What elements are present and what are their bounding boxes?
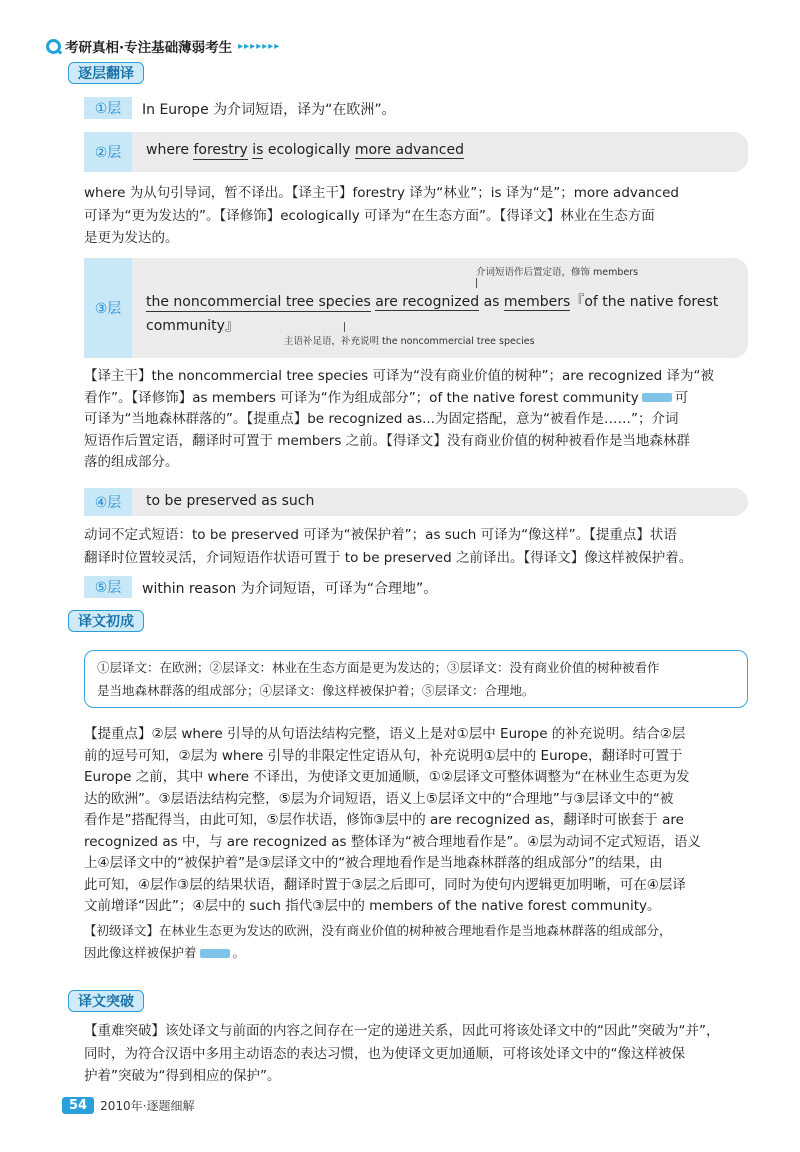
layer-2-where: where	[146, 142, 194, 158]
layer-3-sentence	[146, 290, 734, 338]
text-line: 动词不定式短语：to be preserved 可译为“被保护着”；as such 可译为“像这样”。【提重点】状语	[84, 527, 677, 543]
header-title: 考研真相·专注基础薄弱考生	[65, 40, 233, 56]
text-line: 【译主干】the noncommercial tree species 可译为“没有商业价值的树种”；are recognized 译为“被	[84, 368, 714, 384]
text-line: 短语作后置定语，翻译时可置于 members 之前。【得译文】没有商业价值的树种被看作是当地森林群	[84, 432, 690, 449]
layer-3-verb: are recognized	[375, 294, 480, 310]
layer-2-verb: is	[252, 142, 264, 158]
text-line: 前的逗号可知，②层为 where 引导的非限定性定语从句，补充说明①层中的 Europe，翻译时可置于	[84, 747, 683, 764]
magnifier-logo-icon	[46, 39, 61, 54]
layer-2-tag: ②层	[84, 132, 132, 172]
text-line: 翻译时位置较灵活，介词短语作状语可置于 to be preserved 之前译出。【得译文】像这样被保护着。	[84, 549, 693, 566]
summary-line: 是当地森林群落的组成部分；④层译文：像这样被保护着；⑤层译文：合理地。	[97, 683, 535, 698]
page-header	[46, 35, 280, 57]
layer-2-sentence	[146, 142, 734, 158]
text-segment: 因此像这样被保护着	[84, 945, 197, 960]
text-line: 可译为“当地森林群落的”。【提重点】be recognized as...为固定搭配，意为“被看作是……”；介词	[84, 411, 679, 427]
layer-3-subject: the noncommercial tree species	[146, 294, 371, 310]
text-line: 达的欧洲”。③层语法结构完整，⑤层为介词短语，语义上⑤层译文中的“合理地”与③层译文中的“被	[84, 790, 674, 807]
text-line: 【重难突破】该处译文与前面的内容之间存在一定的递进关系，因此可将该处译文中的“因此”突破为“并”，	[84, 1023, 720, 1039]
section-tab-layer-translation: 逐层翻译	[68, 62, 144, 84]
layer-5-text: within reason 为介词短语，可译为“合理地”。	[142, 581, 438, 597]
layer-3-as: as	[479, 294, 504, 310]
layer-2-complement: more advanced	[354, 142, 464, 158]
layer-3-prep-phrase: 『of the native forest	[570, 294, 719, 310]
text-line: 上④层译文中的“被保护着”是③层译文中的“被合理地看作是当地森林群落的组成部分”的结果，由	[84, 855, 663, 871]
page-number: 54	[62, 1097, 94, 1114]
layer-3-members: members	[503, 294, 571, 310]
layer-4-text: to be preserved as such	[146, 493, 315, 509]
footer-title: 2010年·逐题细解	[100, 1099, 195, 1113]
text-segment: 看作”。【译修饰】as members 可译为“作为组成部分”；of the native forest community	[84, 389, 639, 406]
text-segment: 可	[674, 389, 689, 406]
page-footer	[62, 1097, 194, 1114]
layer-2-modifier: ecologically	[263, 142, 355, 158]
section-tab-initial-translation: 译文初成	[68, 610, 144, 632]
annotation-top-connector	[476, 278, 478, 288]
text-line: 看作是”搭配得当，由此可知，⑤层作状语，修饰③层中的 are recognized as，翻译时可嵌套于 are	[84, 812, 684, 828]
text-line: 是更为发达的。	[84, 230, 179, 246]
layer-3-explanation	[84, 366, 748, 474]
section-tab-breakthrough: 译文突破	[68, 990, 144, 1012]
primary-translation	[84, 920, 748, 964]
header-arrows-icon: ▸▸▸▸▸▸▸	[238, 40, 281, 52]
text-line: where 为从句引导词，暂不译出。【译主干】forestry 译为“林业”；is 译为“是”；more advanced	[84, 185, 680, 201]
layer-2-explanation	[84, 182, 748, 250]
text-line: 【初级译文】在林业生态更为发达的欧洲，没有商业价值的树种被合理地看作是当地森林群落的组成部分，	[84, 923, 672, 938]
text-segment: 。	[232, 945, 246, 960]
layer-4-explanation	[84, 524, 748, 569]
summary-line: ①层译文：在欧洲；②层译文：林业在生态方面是更为发达的；③层译文：没有商业价值的树种被看作	[97, 660, 660, 675]
tag-badge-icon	[200, 949, 230, 958]
analysis-paragraph	[84, 724, 748, 918]
breakthrough-paragraph	[84, 1020, 748, 1088]
annotation-bottom-connector	[344, 322, 346, 332]
text-line: Europe 之前，其中 where 不译出，为使译文更加通顺，①②层译文可整体调整为“在林业生态更为发	[84, 769, 690, 785]
layer-3-line-2: community』	[146, 318, 239, 334]
text-line: 同时，为符合汉语中多用主动语态的表达习惯，也为使译文更加通顺，可将该处译文中的“像这样被保	[84, 1045, 685, 1062]
layer-1-tag: ①层	[84, 97, 132, 119]
text-line: 护着”突破为“得到相应的保护”。	[84, 1068, 281, 1084]
layer-2-subject: forestry	[193, 142, 248, 158]
annotation-top: 介词短语作后置定语，修饰 members	[476, 267, 639, 278]
text-line: 文前增译“因此”；④层中的 such 指代③层中的 members of the native forest community。	[84, 898, 661, 914]
annotation-bottom: 主语补足语，补充说明 the noncommercial tree species	[284, 336, 535, 347]
text-line	[84, 388, 748, 410]
layer-1-text: In Europe 为介词短语，译为“在欧洲”。	[142, 102, 396, 118]
tag-badge-icon	[642, 393, 672, 402]
layer-5-tag: ⑤层	[84, 576, 132, 598]
text-line: 可译为“更为发达的”。【译修饰】ecologically 可译为“在生态方面”。【得译文】林业在生态方面	[84, 207, 655, 224]
layer-3-line-1	[146, 290, 734, 314]
layer-4-tag: ④层	[84, 488, 132, 516]
layer-3-tag: ③层	[84, 258, 132, 358]
layer-3-bar	[84, 258, 748, 358]
text-line: 【提重点】②层 where 引导的从句语法结构完整，语义上是对①层中 Europe 的补充说明。结合②层	[84, 726, 686, 742]
text-line: recognized as 中，与 are recognized as 整体译为“被合理地看作是”。④层为动词不定式短语，语义	[84, 833, 701, 850]
summary-box	[84, 650, 748, 708]
layer-2-bar	[84, 132, 748, 172]
text-line: 此可知，④层作③层的结果状语，翻译时置于③层之后即可，同时为使句内逻辑更加明晰，可在④层译	[84, 876, 686, 893]
layer-4-bar	[84, 488, 748, 516]
text-line: 落的组成部分。	[84, 454, 179, 470]
text-line	[84, 942, 748, 964]
